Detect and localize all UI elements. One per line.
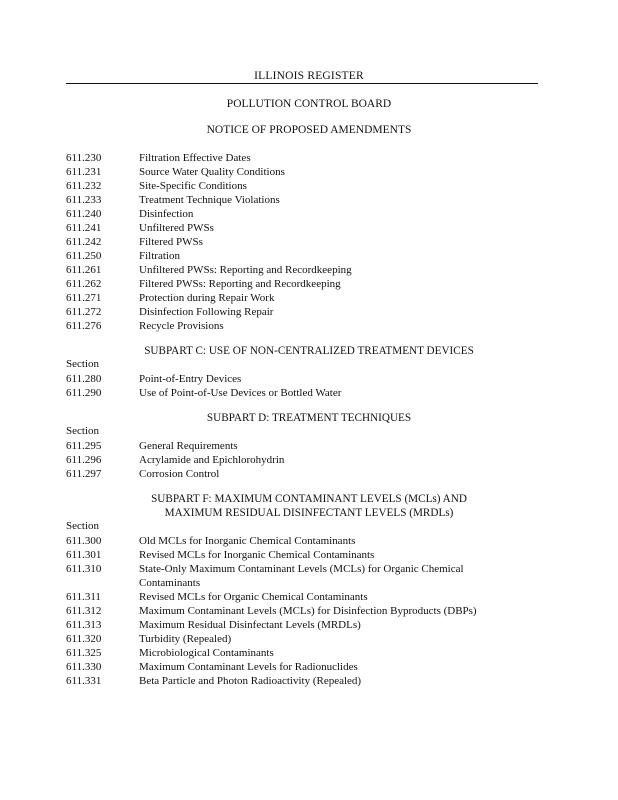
document-page: ILLINOIS REGISTER POLLUTION CONTROL BOARD NOTICE OF PROPOSED AMENDMENTS 611.230 Filtration Effective Dates 611.231 Source Water Quality Conditions 611.232 Site-Specific Conditions 611.233 Treatment Technique Violations 611.240 Disinfection 611.241 Unfiltered PWSs 611.242 Filtered PWSs 611.250 Filtration 611.261 Unfiltered PWSs: Reporting and Recordkeeping 611.262 Filtered PWSs: Reporting and Recordkeeping 611.271 Protection during Repair Work 611.272 Disinfection Following Repair 611.276 Recycle Provisions SUBPART C: USE OF NON-CENTRALIZED TREATMENT DEVICES Section 611.280 Point-of-Entry Devices 611.290 Use of Point-of-Use Devices or Bottled Water SUBPART D: TREATMENT TECHNIQUES Section 611.295 General Requirements 611.296 Acrylamide and Epichlorohydrin 611.297 Corrosion Control SUBPART F: MAXIMUM CONTAMINANT LEVELS (MCLs) AND MAXIMUM RESIDUAL DISINFECTANT LEVELS (MRDLs) Section 611.300 Old MCLs for Inorganic Chemical Contaminants 611.301 Revised MCLs for Inorganic Chemical Contaminants 611.310 State-Only Maximum Contaminant Levels (MCLs) for Organic Chemical Contaminants 611.311 Revised MCLs for Organic Chemical Contaminants 611.312 Maximum Contaminant Levels (MCLs) for Disinfection Byproducts (DBPs) 611.313 Maximum Residual Disinfectant Levels (MRDLs) 611.320 Turbidity (Repealed) 611.325 Microbiological Contaminants 611.330 Maximum Contaminant Levels for Radionuclides 611.331 Beta Particle and Photon Radioactivity (Repealed) [0,0,618,800]
header-rule [66,83,538,84]
register-title: ILLINOIS REGISTER [254,70,364,82]
subpart-c-heading: SUBPART C: USE OF NON-CENTRALIZED TREATMENT DEVICES [144,345,474,357]
subpart-f-heading-line2: MAXIMUM RESIDUAL DISINFECTANT LEVELS (MRDLs) [164,507,454,519]
subpart-d-heading: SUBPART D: TREATMENT TECHNIQUES [206,412,412,424]
board-name: POLLUTION CONTROL BOARD [226,98,392,110]
notice-title: NOTICE OF PROPOSED AMENDMENTS [206,124,412,136]
subpart-f-heading-line1: SUBPART F: MAXIMUM CONTAMINANT LEVELS (MCLs) AND [151,493,467,505]
section-label: Section [66,358,99,370]
section-label: Section [66,425,99,437]
section-label: Section [66,520,99,532]
